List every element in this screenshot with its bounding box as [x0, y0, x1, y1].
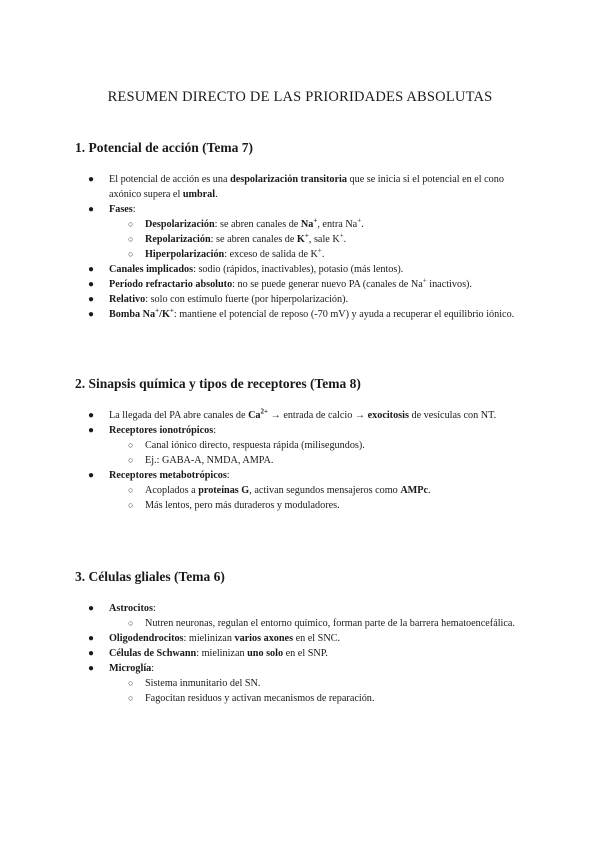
bullet-icon: ●: [88, 279, 95, 290]
sub-list-item: ○ Repolarización: se abren canales de K+, sale K+.: [128, 231, 347, 245]
hollow-bullet-icon: ○: [128, 500, 134, 510]
sub-list-item: ○ Ej.: GABA-A, NMDA, AMPA.: [128, 455, 274, 466]
sub-list-item: ○ Despolarización: se abren canales de Na+, entra Na+.: [128, 216, 364, 230]
section-heading: 3. Células gliales (Tema 6): [75, 569, 225, 584]
bullet-icon: ●: [88, 470, 95, 481]
section-heading: 1. Potencial de acción (Tema 7): [75, 140, 253, 155]
sub-list-item: ○ Sistema inmunitario del SN.: [128, 678, 261, 689]
list-item: ● Período refractario absoluto: no se puede generar nuevo PA (canales de Na+ inactivos).: [88, 276, 472, 290]
bullet-icon: ●: [88, 204, 95, 215]
hollow-bullet-icon: ○: [128, 234, 134, 244]
list-item: ● La llegada del PA abre canales de $Ca^{2+}$ → entrada de calcio → exocitosis de vesículas con NT.: [88, 407, 497, 421]
list-item: ● Microglía:: [88, 663, 155, 674]
list-item: ● Receptores ionotrópicos:: [88, 425, 217, 436]
hollow-bullet-icon: ○: [128, 485, 134, 495]
bullet-icon: ●: [88, 410, 95, 421]
section-sinapsis-quimica: [75, 376, 525, 513]
bullet-list: [75, 408, 525, 513]
sub-list-item: ○ Nutren neuronas, regulan el entorno químico, forman parte de la barrera hematoencefálica.: [128, 618, 515, 629]
list-item: ● Canales implicados: sodio (rápidos, inactivables), potasio (más lentos).: [88, 264, 404, 275]
bullet-icon: ●: [88, 663, 95, 674]
bullet-list: [75, 601, 525, 706]
hollow-bullet-icon: ○: [128, 618, 134, 628]
bullet-icon: ●: [88, 294, 95, 305]
sub-list-item: ○ Acoplados a proteínas G, activan segundos mensajeros como AMPc.: [128, 485, 431, 496]
hollow-bullet-icon: ○: [128, 219, 134, 229]
bullet-icon: ●: [88, 264, 95, 275]
list-item: ● Relativo: solo con estímulo fuerte (por hiperpolarización).: [88, 294, 349, 305]
page-title: RESUMEN DIRECTO DE LAS PRIORIDADES ABSOLUTAS: [107, 89, 493, 105]
hollow-bullet-icon: ○: [128, 693, 134, 703]
bullet-icon: ●: [88, 425, 95, 436]
list-item: ● Fases:: [88, 204, 136, 215]
hollow-bullet-icon: ○: [128, 440, 134, 450]
section-potencial-de-accion: [75, 140, 525, 322]
sub-list-item: ○ Hiperpolarización: exceso de salida de K+.: [128, 246, 325, 260]
section-celulas-gliales: [75, 569, 525, 706]
hollow-bullet-icon: ○: [128, 455, 134, 465]
bullet-icon: ●: [88, 603, 95, 614]
section-heading: 2. Sinapsis química y tipos de receptores (Tema 8): [75, 376, 361, 391]
sub-list-item: ○ Canal iónico directo, respuesta rápida (milisegundos).: [128, 440, 365, 451]
list-item: ● Oligodendrocitos: mielinizan varios axones en el SNC.: [88, 633, 341, 644]
hollow-bullet-icon: ○: [128, 678, 134, 688]
list-item: ● Células de Schwann: mielinizan uno solo en el SNP.: [88, 648, 328, 659]
sub-list-item: ○ Más lentos, pero más duraderos y moduladores.: [128, 500, 340, 511]
bullet-icon: ●: [88, 309, 95, 320]
bullet-icon: ●: [88, 174, 95, 185]
bullet-icon: ●: [88, 633, 95, 644]
list-item: ● Receptores metabotrópicos:: [88, 470, 230, 481]
bullet-list: [75, 172, 525, 322]
list-item: ● Astrocitos:: [88, 603, 156, 614]
list-item: ● Bomba Na+/K+: mantiene el potencial de reposo (-70 mV) y ayuda a recuperar el equilibrio iónico.: [88, 306, 515, 320]
sub-list-item: ○ Fagocitan residuos y activan mecanismos de reparación.: [128, 693, 375, 704]
list-item: ● El potencial de acción es una despolarización transitoria que se inicia si el potencial en el cono axónico supera el umbral.: [88, 174, 504, 200]
bullet-icon: ●: [88, 648, 95, 659]
hollow-bullet-icon: ○: [128, 249, 134, 259]
